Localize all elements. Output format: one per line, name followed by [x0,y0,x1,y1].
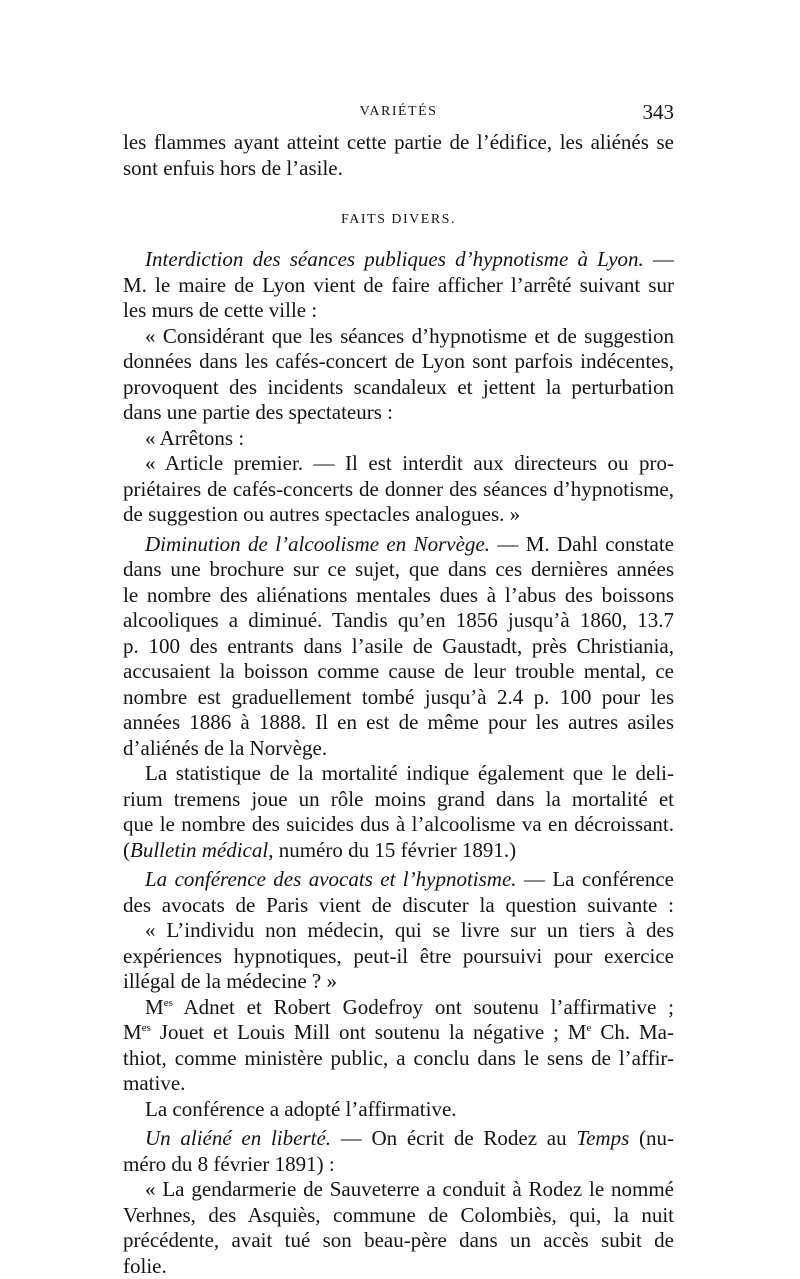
article-line: « Arrêtons : [123,426,674,452]
article-line: nombre est graduellement tombé jusqu’à 2.4 p. 100 pour les [123,685,674,711]
article-heading-tail: — [644,247,674,271]
source-journal: Bulletin médical [130,838,268,862]
running-head [123,100,674,126]
article-line: expériences hypnotiques, peut-il être poursuivi pour exercice [123,944,674,970]
article-line: p. 100 des entrants dans l’asile de Gaustadt, près Christiania, [123,634,674,660]
article-line: précédente, avait tué son beau-père dans un accès subit de [123,1228,674,1254]
intro-line: sont enfuis hors de l’asile. [123,156,674,182]
article-line: provoquent des incidents scandaleux et jettent la perturbation [123,375,674,401]
article-heading: Un aliéné en liberté. [145,1126,331,1150]
article-heading-line [123,532,674,558]
article-line: illégal de la médecine ? » [123,969,674,995]
running-title: VARIÉTÉS [123,104,674,120]
article-line: M. le maire de Lyon vient de faire afficher l’arrêté suivant sur [123,273,674,299]
source-open: ( [123,838,130,862]
article-heading-tail: — M. Dahl constate [490,532,674,556]
article-line: thiot, comme ministère public, a conclu dans le sens de l’affir- [123,1046,674,1072]
article-line: Verhnes, des Asquiès, commune de Colombiès, qui, la nuit [123,1203,674,1229]
article-source-line [123,838,674,864]
article-line: dans une partie des spectateurs : [123,400,674,426]
article-line: rium tremens joue un rôle moins grand dans la mortalité et [123,787,674,813]
article-line: priétaires de cafés-concerts de donner des séances d’hypnotisme, [123,477,674,503]
article-line: $M^{es}$ Jouet et Louis Mill ont soutenu la négative ; Me Ch. Ma- [123,1020,674,1046]
article-line: « Article premier. — Il est interdit aux directeurs ou pro- [123,451,674,477]
article-line: méro du 8 février 1891) : [123,1152,674,1178]
intro-line: les flammes ayant atteint cette partie de l’édifice, les aliénés se [123,130,674,156]
article-line: que le nombre des suicides dus à l’alcoolisme va en décroissant. [123,812,674,838]
article-line: le nombre des aliénations mentales dues à l’abus des boissons [123,583,674,609]
article-heading-line [123,867,674,893]
article-heading-line [123,1126,674,1152]
page-number: 343 [643,100,675,125]
article-line: années 1886 à 1888. Il en est de même pour les autres asiles [123,710,674,736]
article-heading: La conférence des avocats et l’hypnotisme. [145,867,517,891]
article-line: « Considérant que les séances d’hypnotisme et de suggestion [123,324,674,350]
article-line: de suggestion ou autres spectacles analogues. » [123,502,674,528]
article-heading-tail: — La conférence [517,867,674,891]
article-heading-line [123,247,674,273]
article-line: « L’individu non médecin, qui se livre sur un tiers à des [123,918,674,944]
article-heading-tail: (nu- [629,1126,674,1150]
section-title: FAITS DIVERS. [123,211,674,229]
article-line: $M^{es}$ Adnet et Robert Godefroy ont soutenu l’affirmative ; [123,995,674,1021]
article-heading-mid: — On écrit de Rodez au [331,1126,576,1150]
article-line: des avocats de Paris vient de discuter la question suivante : [123,893,674,919]
article-heading-journal: Temps [576,1126,629,1150]
article-line: mative. [123,1071,674,1097]
article-line: « La gendarmerie de Sauveterre a conduit à Rodez le nommé [123,1177,674,1203]
body-text [123,130,674,1279]
source-rest: , numéro du 15 février 1891.) [268,838,516,862]
article-line: alcooliques a diminué. Tandis qu’en 1856 jusqu’à 1860, 13.7 [123,608,674,634]
article-line: La statistique de la mortalité indique également que le deli- [123,761,674,787]
article-heading: Interdiction des séances publiques d’hypnotisme à Lyon. [145,247,644,271]
article-line: La conférence a adopté l’affirmative. [123,1097,674,1123]
article-line: les murs de cette ville : [123,298,674,324]
article-line: données dans les cafés-concert de Lyon sont parfois indécentes, [123,349,674,375]
article-line: accusaient la boisson comme cause de leur trouble mental, ce [123,659,674,685]
article-line: folie. [123,1254,674,1279]
article-heading: Diminution de l’alcoolisme en Norvège. [145,532,490,556]
article-line: d’aliénés de la Norvège. [123,736,674,762]
article-line: dans une brochure sur ce sujet, que dans ces dernières années [123,557,674,583]
